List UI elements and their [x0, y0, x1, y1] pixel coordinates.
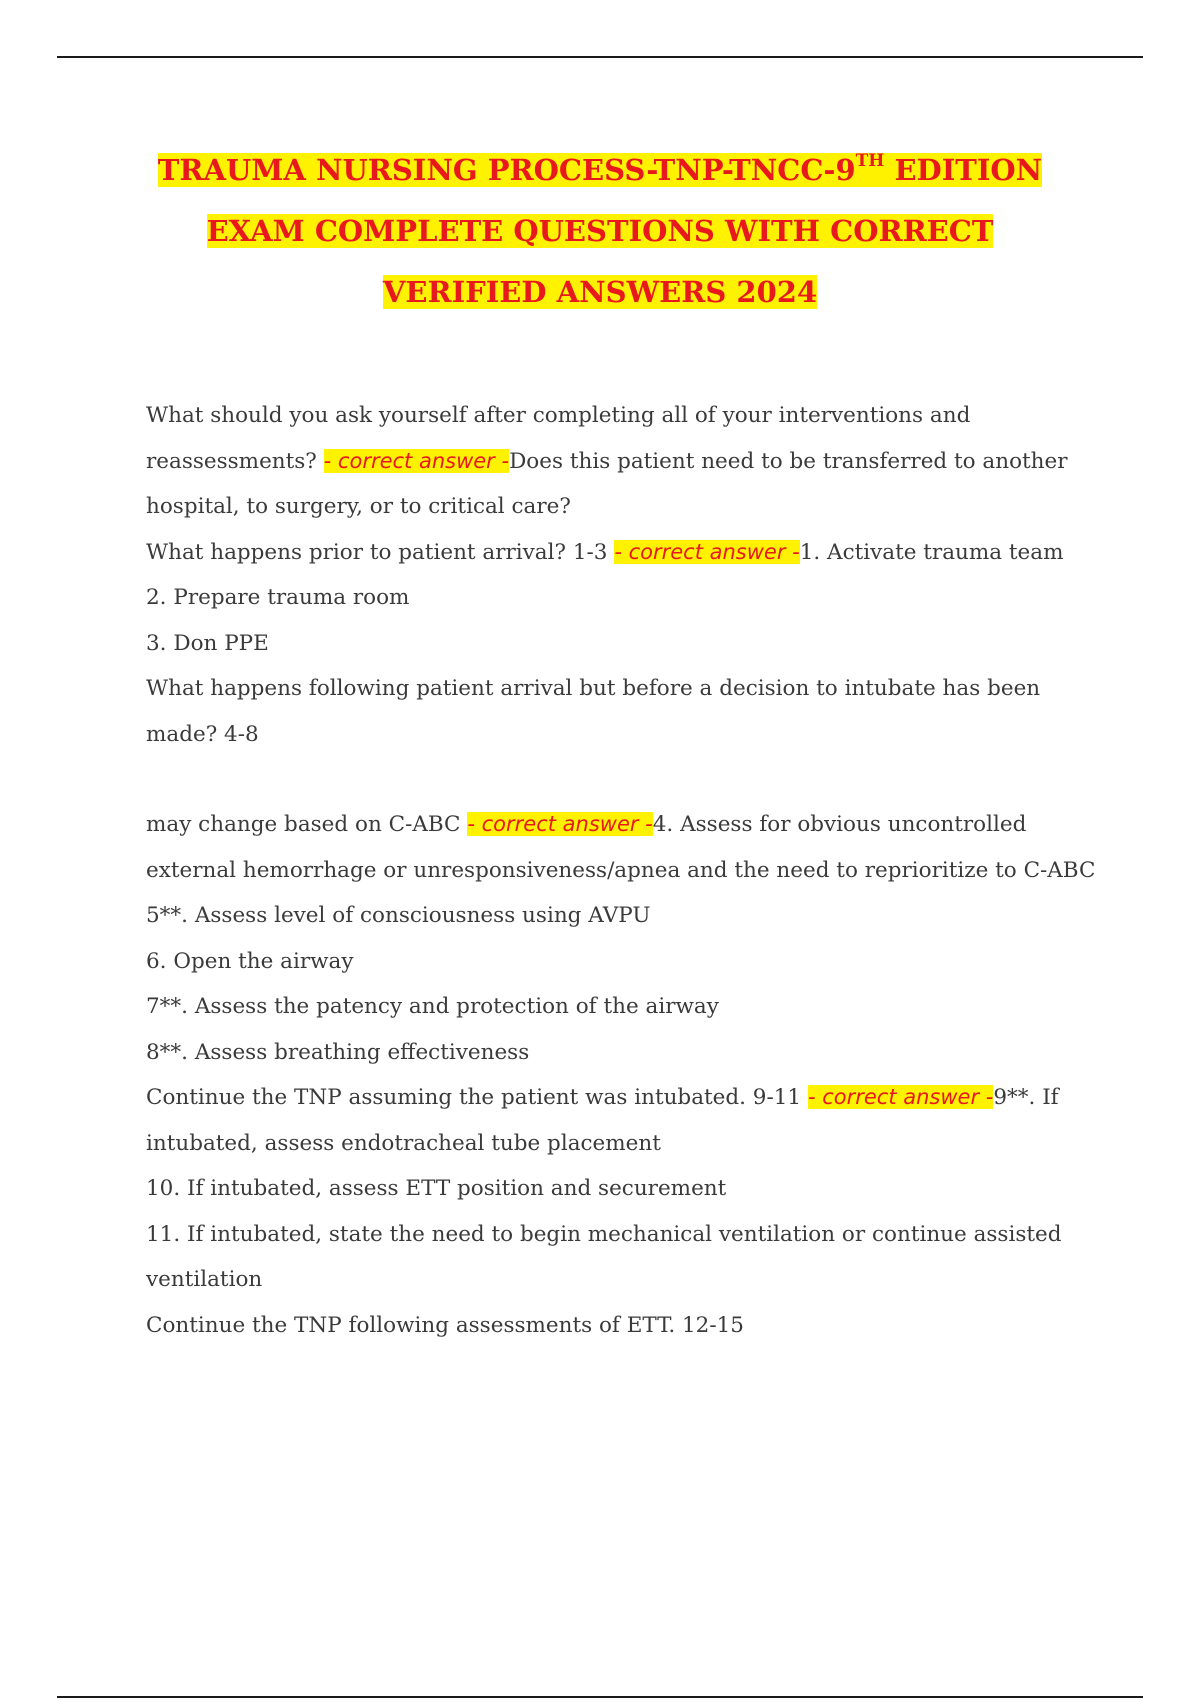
- qa-item-5: [146, 1303, 1096, 1349]
- answer-line: 7**. Assess the patency and protection of the airway: [146, 994, 719, 1019]
- question-text: Continue the TNP assuming the patient was intubated. 9-11: [146, 1085, 808, 1110]
- answer-line: 6. Open the airway: [146, 948, 354, 974]
- answer-line: 5**. Assess level of consciousness using AVPU: [146, 903, 651, 928]
- answer-text: 4. Assess for obvious uncontrolled external hemorrhage or unresponsiveness/apnea and the need to reprioritize to C-ABC: [146, 812, 1096, 883]
- question-lead: What happens following patient arrival but before a decision to intubate has been made? 4-8: [146, 676, 1041, 747]
- document-title: [100, 140, 1100, 323]
- answer-line: 3. Don PPE: [146, 630, 269, 656]
- qa-item-1: [146, 393, 1096, 530]
- title-line-3: VERIFIED ANSWERS 2024: [382, 275, 818, 309]
- correct-answer-marker: - correct answer -: [807, 1085, 994, 1109]
- correct-answer-marker: - correct answer -: [323, 448, 510, 473]
- question-text: What happens prior to patient arrival? 1-3: [146, 539, 615, 565]
- title-superscript: TH: [855, 151, 885, 171]
- qa-item-2: [146, 530, 1096, 576]
- answer-text: Does this patient need to be transferred to another hospital, to surgery, or to critical care?: [146, 448, 1068, 519]
- paragraph-gap: [146, 757, 1096, 802]
- correct-answer-marker: - correct answer -: [614, 539, 800, 564]
- answer-line: 11. If intubated, state the need to begin mechanical ventilation or continue assisted ventilation: [146, 1221, 1062, 1292]
- answer-line: 8**. Assess breathing effectiveness: [146, 1039, 530, 1065]
- footer-rule: [57, 1696, 1143, 1698]
- correct-answer-marker: - correct answer -: [467, 812, 653, 836]
- answer-line: 2. Prepare trauma room: [146, 585, 410, 610]
- answer-text: 9**. If intubated, assess endotracheal tube placement: [146, 1085, 1059, 1156]
- question-text: What should you ask yourself after completing all of your interventions and reassessments?: [146, 403, 971, 474]
- header-rule: [57, 56, 1143, 58]
- title-line-1-text: TRAUMA NURSING PROCESS-TNP-TNCC-9: [157, 153, 856, 187]
- title-line-2: EXAM COMPLETE QUESTIONS WITH CORRECT: [206, 214, 994, 248]
- question-text: may change based on C-ABC: [146, 812, 468, 837]
- answer-line: 10. If intubated, assess ETT position and securement: [146, 1176, 727, 1201]
- answer-text: 1. Activate trauma team: [799, 539, 1064, 565]
- title-line-1-suffix: EDITION: [884, 153, 1043, 187]
- question-text: Continue the TNP following assessments of ETT. 12-15: [146, 1312, 744, 1338]
- qa-item-3: [146, 802, 1096, 893]
- title-line-1: [100, 140, 1100, 201]
- document-body: [146, 393, 1096, 1348]
- qa-item-4: [146, 1075, 1096, 1166]
